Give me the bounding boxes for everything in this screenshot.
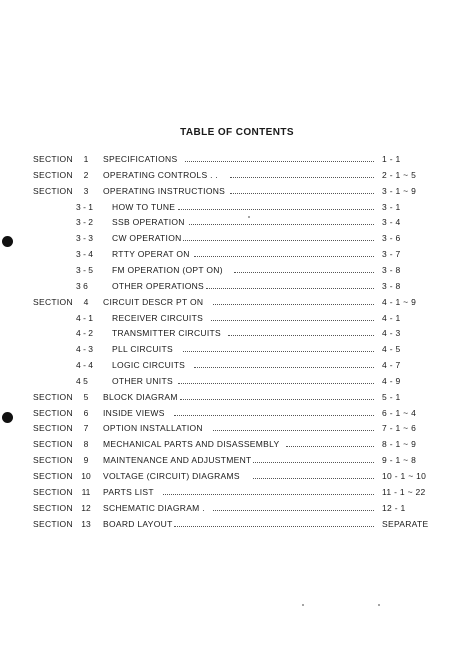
entry-title: FM OPERATION (OPT ON)	[112, 264, 223, 275]
dot-leader	[163, 494, 374, 495]
section-label: SECTION	[33, 423, 73, 434]
page-reference: 2 - 1 ~ 5	[382, 169, 417, 180]
section-number: 5	[83, 391, 89, 402]
entry-title: LOGIC CIRCUITS	[112, 360, 186, 371]
toc-row	[0, 421, 474, 435]
toc-row	[0, 247, 474, 261]
section-label: SECTION	[33, 407, 73, 418]
dot-leader	[206, 288, 374, 289]
dot-leader	[213, 304, 374, 305]
toc-row	[0, 200, 474, 214]
dot-leader	[211, 320, 374, 321]
subsection-number: 4 - 1	[76, 312, 94, 323]
entry-title: OTHER UNITS	[112, 375, 173, 386]
section-label: SECTION	[33, 486, 73, 497]
entry-title: CIRCUIT DESCR PT ON	[103, 296, 204, 307]
dot-leader	[178, 383, 374, 384]
page-reference: 5 - 1	[382, 391, 401, 402]
page-reference: 8 - 1 ~ 9	[382, 439, 417, 450]
toc-row	[0, 215, 474, 229]
section-number: 6	[83, 407, 89, 418]
section-label: SECTION	[33, 518, 73, 529]
toc-row	[0, 517, 474, 531]
toc-row	[0, 184, 474, 198]
page-reference: 4 - 7	[382, 360, 401, 371]
subsection-number: 4 5	[76, 375, 88, 386]
dot-leader	[180, 399, 374, 400]
subsection-number: 3 - 3	[76, 233, 94, 244]
dot-leader	[286, 446, 374, 447]
entry-title: HOW TO TUNE	[112, 201, 176, 212]
toc-row	[0, 279, 474, 293]
toc-row	[0, 453, 474, 467]
section-number: 2	[83, 169, 89, 180]
page-reference: 4 - 5	[382, 344, 401, 355]
dot-leader	[228, 335, 374, 336]
dot-leader	[230, 193, 374, 194]
page-reference: 10 - 1 ~ 10	[382, 471, 427, 481]
dot-leader	[213, 430, 374, 431]
entry-title: BOARD LAYOUT	[103, 518, 173, 529]
entry-title: RECEIVER CIRCUITS	[112, 312, 204, 323]
subsection-number: 3 6	[76, 280, 88, 291]
section-number: 9	[83, 455, 89, 466]
scan-speck	[302, 604, 304, 606]
toc-row	[0, 326, 474, 340]
punch-hole	[2, 236, 13, 247]
section-number: 7	[83, 423, 89, 434]
scan-speck	[248, 216, 250, 218]
section-label: SECTION	[33, 169, 73, 180]
page-reference: 4 - 1 ~ 9	[382, 296, 417, 307]
dot-leader	[194, 256, 374, 257]
dot-leader	[253, 478, 374, 479]
section-number: 8	[83, 439, 89, 450]
section-number: 11	[81, 486, 91, 497]
toc-row	[0, 469, 474, 483]
dot-leader	[189, 224, 374, 225]
page-reference: 1 - 1	[382, 154, 401, 164]
page-reference: SEPARATE	[382, 518, 429, 529]
section-label: SECTION	[33, 502, 73, 513]
toc-row	[0, 358, 474, 372]
toc-row	[0, 390, 474, 404]
page-reference: 3 - 1 ~ 9	[382, 185, 417, 196]
entry-title: OPTION INSTALLATION	[103, 423, 203, 434]
subsection-number: 4 - 3	[76, 344, 94, 355]
dot-leader	[178, 209, 374, 210]
section-label: SECTION	[33, 296, 73, 307]
toc-row	[0, 231, 474, 245]
subsection-number: 3 - 1	[76, 201, 94, 212]
toc-row	[0, 342, 474, 356]
subsection-number: 4 - 4	[76, 360, 94, 371]
entry-title: PLL CIRCUITS	[112, 344, 173, 355]
entry-title: RTTY OPERAT ON	[112, 249, 190, 260]
dot-leader	[183, 351, 374, 352]
toc-row	[0, 152, 474, 166]
dot-leader	[174, 415, 374, 416]
subsection-number: 3 - 5	[76, 264, 94, 275]
toc-row	[0, 263, 474, 277]
section-number: 4	[83, 296, 89, 307]
punch-hole	[2, 412, 13, 423]
dot-leader	[185, 161, 374, 162]
entry-title: SSB OPERATION	[112, 217, 185, 228]
dot-leader	[234, 272, 374, 273]
dot-leader	[230, 177, 374, 178]
section-number: 10	[81, 471, 91, 481]
dot-leader	[194, 367, 374, 368]
entry-title: INSIDE VIEWS	[103, 407, 165, 418]
section-number: 1	[83, 154, 89, 164]
dot-leader	[183, 240, 374, 241]
entry-title: OTHER OPERATIONS	[112, 280, 205, 291]
entry-title: SCHEMATIC DIAGRAM .	[103, 502, 205, 513]
entry-title: OPERATING INSTRUCTIONS	[103, 185, 226, 196]
entry-title: MECHANICAL PARTS AND DISASSEMBLY	[103, 439, 280, 450]
subsection-number: 3 - 2	[76, 217, 94, 228]
entry-title: BLOCK DIAGRAM	[103, 391, 178, 402]
section-label: SECTION	[33, 455, 73, 466]
entry-title: CW OPERATION	[112, 233, 182, 244]
entry-title: TRANSMITTER CIRCUITS	[112, 328, 221, 339]
dot-leader	[213, 510, 374, 511]
entry-title: VOLTAGE (CIRCUIT) DIAGRAMS	[103, 471, 240, 481]
entry-title: PARTS LIST	[103, 486, 154, 497]
subsection-number: 4 - 2	[76, 328, 94, 339]
section-number: 3	[83, 185, 89, 196]
toc-row	[0, 168, 474, 182]
entry-title: OPERATING CONTROLS . .	[103, 169, 219, 180]
toc-row	[0, 374, 474, 388]
page-reference: 3 - 8	[382, 280, 401, 291]
dot-leader	[174, 526, 374, 527]
entry-title: MAINTENANCE AND ADJUSTMENT	[103, 455, 252, 466]
page-reference: 3 - 6	[382, 233, 401, 244]
section-label: SECTION	[33, 185, 73, 196]
section-label: SECTION	[33, 391, 73, 402]
toc-row	[0, 501, 474, 515]
page-reference: 4 - 1	[382, 312, 401, 323]
toc-row	[0, 485, 474, 499]
scan-speck	[378, 604, 380, 606]
page-reference: 6 - 1 ~ 4	[382, 407, 417, 418]
page-reference: 3 - 1	[382, 201, 401, 212]
toc-row	[0, 295, 474, 309]
page-reference: 12 - 1	[382, 502, 406, 513]
subsection-number: 3 - 4	[76, 249, 94, 260]
section-label: SECTION	[33, 439, 73, 450]
dot-leader	[253, 462, 374, 463]
section-number: 12	[81, 502, 91, 513]
entry-title: SPECIFICATIONS	[103, 154, 178, 164]
page-reference: 3 - 8	[382, 264, 401, 275]
page-reference: 9 - 1 ~ 8	[382, 455, 417, 466]
section-number: 13	[81, 518, 91, 529]
toc-row	[0, 437, 474, 451]
section-label: SECTION	[33, 471, 73, 481]
page-reference: 3 - 4	[382, 217, 401, 228]
page-reference: 4 - 3	[382, 328, 401, 339]
page-reference: 11 - 1 ~ 22	[382, 486, 426, 497]
page-reference: 7 - 1 ~ 6	[382, 423, 417, 434]
page-reference: 3 - 7	[382, 249, 401, 260]
page-title: TABLE OF CONTENTS	[180, 127, 294, 138]
page-reference: 4 - 9	[382, 375, 401, 386]
toc-row	[0, 311, 474, 325]
section-label: SECTION	[33, 154, 73, 164]
toc-row	[0, 406, 474, 420]
